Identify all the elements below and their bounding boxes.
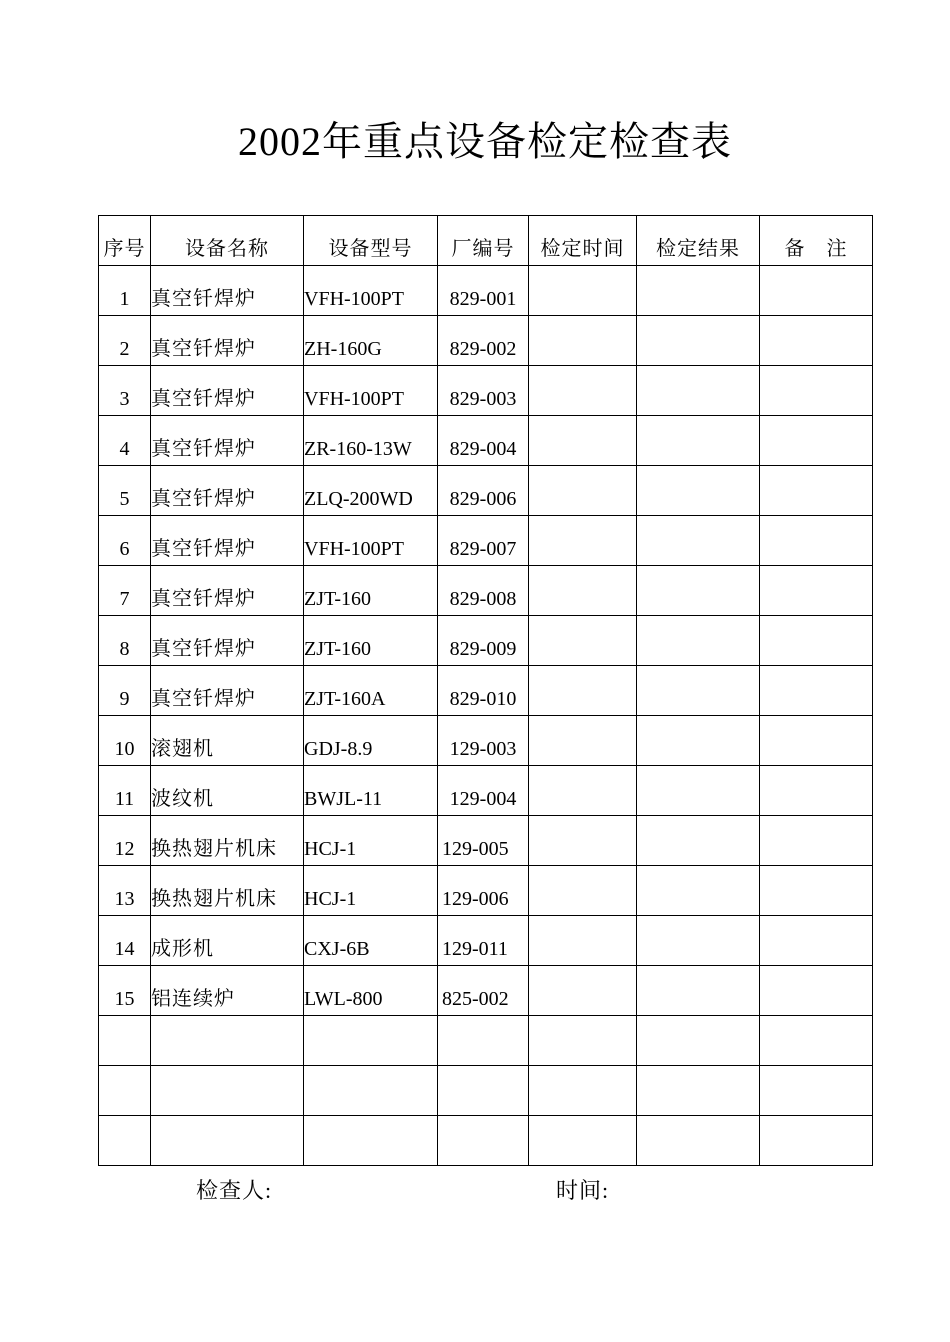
cell-result[interactable] xyxy=(637,616,760,666)
cell-no: 9 xyxy=(99,666,151,716)
cell-inspect-time[interactable] xyxy=(529,966,637,1016)
table-row xyxy=(99,516,873,566)
cell-name[interactable] xyxy=(151,1066,304,1116)
cell-name: 真空钎焊炉 xyxy=(151,666,304,716)
cell-remark[interactable] xyxy=(760,466,873,516)
cell-model: ZLQ-200WD xyxy=(304,466,438,516)
cell-result[interactable] xyxy=(637,916,760,966)
cell-inspect-time[interactable] xyxy=(529,466,637,516)
cell-no[interactable] xyxy=(99,1116,151,1166)
cell-no: 12 xyxy=(99,816,151,866)
cell-model: ZH-160G xyxy=(304,316,438,366)
cell-inspect-time[interactable] xyxy=(529,1066,637,1116)
empty-row xyxy=(99,1016,873,1066)
cell-result[interactable] xyxy=(637,366,760,416)
cell-name: 换热翅片机床 xyxy=(151,866,304,916)
cell-inspect-time[interactable] xyxy=(529,716,637,766)
cell-no: 3 xyxy=(99,366,151,416)
cell-remark[interactable] xyxy=(760,416,873,466)
cell-name[interactable] xyxy=(151,1116,304,1166)
table-row xyxy=(99,316,873,366)
cell-result[interactable] xyxy=(637,766,760,816)
cell-result[interactable] xyxy=(637,816,760,866)
cell-factory-no: 129-003 xyxy=(438,716,529,766)
empty-row xyxy=(99,1116,873,1166)
cell-result[interactable] xyxy=(637,566,760,616)
cell-inspect-time[interactable] xyxy=(529,366,637,416)
cell-factory-no: 829-007 xyxy=(438,516,529,566)
cell-name: 真空钎焊炉 xyxy=(151,416,304,466)
inspection-table xyxy=(98,215,873,1166)
cell-factory-no: 825-002 xyxy=(438,966,529,1016)
cell-factory-no: 829-004 xyxy=(438,416,529,466)
cell-no: 1 xyxy=(99,266,151,316)
cell-factory-no: 129-006 xyxy=(438,866,529,916)
cell-no: 10 xyxy=(99,716,151,766)
header-no: 序号 xyxy=(99,216,151,266)
cell-result[interactable] xyxy=(637,666,760,716)
cell-remark[interactable] xyxy=(760,966,873,1016)
cell-factory-no: 829-010 xyxy=(438,666,529,716)
table-row xyxy=(99,366,873,416)
cell-factory-no: 129-005 xyxy=(438,816,529,866)
table-row xyxy=(99,866,873,916)
cell-remark[interactable] xyxy=(760,766,873,816)
cell-inspect-time[interactable] xyxy=(529,416,637,466)
cell-result[interactable] xyxy=(637,1016,760,1066)
cell-name: 波纹机 xyxy=(151,766,304,816)
cell-factory-no: 829-001 xyxy=(438,266,529,316)
cell-remark[interactable] xyxy=(760,316,873,366)
cell-factory-no[interactable] xyxy=(438,1116,529,1166)
cell-model: ZR-160-13W xyxy=(304,416,438,466)
cell-model[interactable] xyxy=(304,1116,438,1166)
cell-name: 换热翅片机床 xyxy=(151,816,304,866)
cell-inspect-time[interactable] xyxy=(529,266,637,316)
cell-no: 13 xyxy=(99,866,151,916)
cell-no: 4 xyxy=(99,416,151,466)
cell-no: 7 xyxy=(99,566,151,616)
cell-no: 6 xyxy=(99,516,151,566)
cell-factory-no: 829-003 xyxy=(438,366,529,416)
cell-model: ZJT-160 xyxy=(304,566,438,616)
cell-remark[interactable] xyxy=(760,266,873,316)
cell-remark[interactable] xyxy=(760,1066,873,1116)
cell-inspect-time[interactable] xyxy=(529,566,637,616)
cell-result[interactable] xyxy=(637,1066,760,1116)
cell-name: 真空钎焊炉 xyxy=(151,316,304,366)
cell-result[interactable] xyxy=(637,866,760,916)
table-row xyxy=(99,566,873,616)
cell-remark[interactable] xyxy=(760,866,873,916)
cell-no: 2 xyxy=(99,316,151,366)
empty-row xyxy=(99,1066,873,1116)
cell-result[interactable] xyxy=(637,516,760,566)
cell-no: 5 xyxy=(99,466,151,516)
cell-inspect-time[interactable] xyxy=(529,816,637,866)
cell-remark[interactable] xyxy=(760,716,873,766)
cell-inspect-time[interactable] xyxy=(529,1016,637,1066)
cell-remark[interactable] xyxy=(760,366,873,416)
header-factory-no: 厂编号 xyxy=(438,216,529,266)
cell-name: 滚翅机 xyxy=(151,716,304,766)
cell-model: LWL-800 xyxy=(304,966,438,1016)
cell-no: 8 xyxy=(99,616,151,666)
cell-name: 铝连续炉 xyxy=(151,966,304,1016)
cell-no: 11 xyxy=(99,766,151,816)
cell-inspect-time[interactable] xyxy=(529,316,637,366)
cell-factory-no: 129-004 xyxy=(438,766,529,816)
cell-model: ZJT-160A xyxy=(304,666,438,716)
cell-no: 15 xyxy=(99,966,151,1016)
cell-result[interactable] xyxy=(637,716,760,766)
cell-name: 真空钎焊炉 xyxy=(151,466,304,516)
cell-result[interactable] xyxy=(637,316,760,366)
cell-name: 真空钎焊炉 xyxy=(151,516,304,566)
cell-name: 真空钎焊炉 xyxy=(151,266,304,316)
cell-name: 真空钎焊炉 xyxy=(151,616,304,666)
table-row xyxy=(99,966,873,1016)
cell-result[interactable] xyxy=(637,966,760,1016)
cell-factory-no: 829-009 xyxy=(438,616,529,666)
cell-model: VFH-100PT xyxy=(304,516,438,566)
cell-model: VFH-100PT xyxy=(304,366,438,416)
cell-model: CXJ-6B xyxy=(304,916,438,966)
cell-factory-no: 829-008 xyxy=(438,566,529,616)
cell-inspect-time[interactable] xyxy=(529,666,637,716)
table-row xyxy=(99,916,873,966)
cell-model[interactable] xyxy=(304,1066,438,1116)
cell-factory-no[interactable] xyxy=(438,1066,529,1116)
cell-result[interactable] xyxy=(637,416,760,466)
table-row xyxy=(99,616,873,666)
cell-name[interactable] xyxy=(151,1016,304,1066)
cell-model[interactable] xyxy=(304,1016,438,1066)
cell-inspect-time[interactable] xyxy=(529,766,637,816)
time-label: 时间: xyxy=(556,1178,610,1203)
cell-factory-no: 129-011 xyxy=(438,916,529,966)
cell-model: HCJ-1 xyxy=(304,866,438,916)
cell-model: VFH-100PT xyxy=(304,266,438,316)
cell-no[interactable] xyxy=(99,1066,151,1116)
cell-model: ZJT-160 xyxy=(304,616,438,666)
cell-remark[interactable] xyxy=(760,566,873,616)
cell-model: HCJ-1 xyxy=(304,816,438,866)
table-row xyxy=(99,466,873,516)
table-row xyxy=(99,816,873,866)
cell-remark[interactable] xyxy=(760,1016,873,1066)
cell-remark[interactable] xyxy=(760,666,873,716)
header-result: 检定结果 xyxy=(637,216,760,266)
header-model: 设备型号 xyxy=(304,216,438,266)
cell-model: BWJL-11 xyxy=(304,766,438,816)
cell-name: 真空钎焊炉 xyxy=(151,566,304,616)
cell-factory-no: 829-002 xyxy=(438,316,529,366)
cell-inspect-time[interactable] xyxy=(529,616,637,666)
inspector-label: 检查人: xyxy=(196,1178,273,1203)
table-row xyxy=(99,416,873,466)
cell-inspect-time[interactable] xyxy=(529,1116,637,1166)
header-inspect-time: 检定时间 xyxy=(529,216,637,266)
cell-remark[interactable] xyxy=(760,816,873,866)
table-row xyxy=(99,716,873,766)
page-title: 2002年重点设备检定检查表 xyxy=(238,119,732,164)
cell-remark[interactable] xyxy=(760,516,873,566)
cell-factory-no[interactable] xyxy=(438,1016,529,1066)
cell-inspect-time[interactable] xyxy=(529,916,637,966)
cell-remark[interactable] xyxy=(760,616,873,666)
cell-inspect-time[interactable] xyxy=(529,866,637,916)
header-row xyxy=(99,216,873,266)
header-name: 设备名称 xyxy=(151,216,304,266)
cell-no[interactable] xyxy=(99,1016,151,1066)
cell-remark[interactable] xyxy=(760,916,873,966)
cell-result[interactable] xyxy=(637,466,760,516)
table-row xyxy=(99,666,873,716)
cell-name: 成形机 xyxy=(151,916,304,966)
cell-name: 真空钎焊炉 xyxy=(151,366,304,416)
cell-factory-no: 829-006 xyxy=(438,466,529,516)
header-remark: 备 注 xyxy=(760,216,873,266)
cell-result[interactable] xyxy=(637,1116,760,1166)
cell-model: GDJ-8.9 xyxy=(304,716,438,766)
cell-no: 14 xyxy=(99,916,151,966)
cell-remark[interactable] xyxy=(760,1116,873,1166)
table-row xyxy=(99,266,873,316)
table-row xyxy=(99,766,873,816)
cell-inspect-time[interactable] xyxy=(529,516,637,566)
cell-result[interactable] xyxy=(637,266,760,316)
